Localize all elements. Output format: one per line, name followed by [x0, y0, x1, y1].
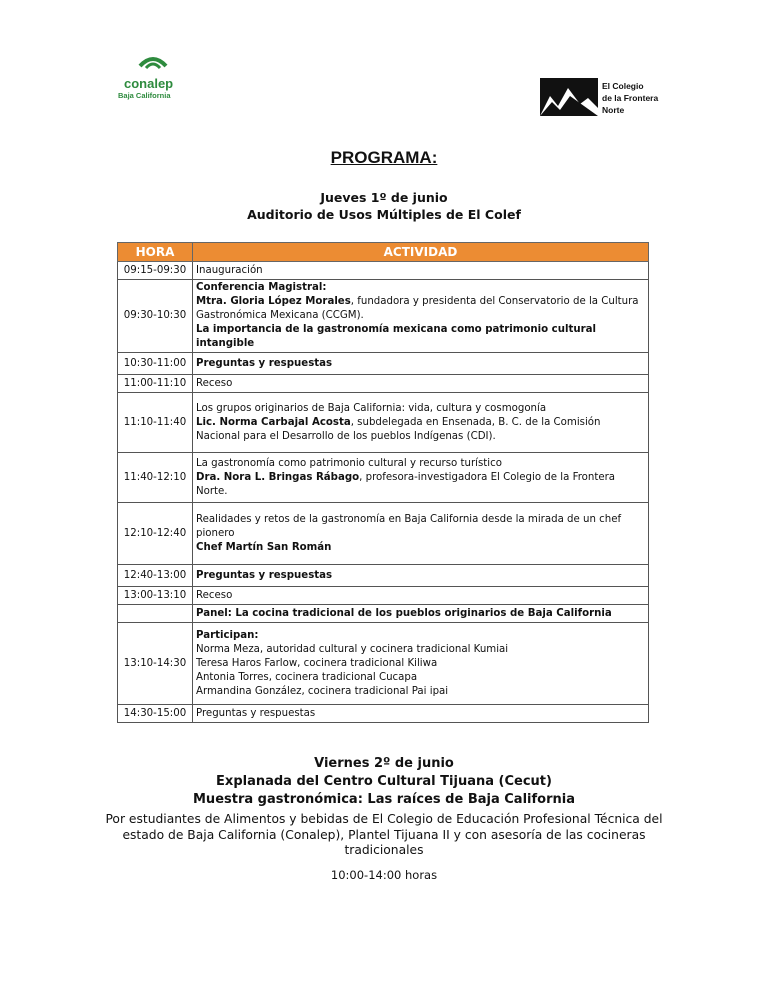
activity-line: Preguntas y respuestas [196, 707, 316, 719]
activity-line: Preguntas y respuestas [196, 357, 333, 369]
table-row [118, 262, 649, 280]
colef-mountain-icon [540, 78, 598, 116]
program-table-body [118, 262, 649, 723]
conalep-logo [118, 52, 188, 104]
row-time: 14:30-15:00 [118, 705, 193, 723]
activity-line: La importancia de la gastronomía mexicana como patrimonio cultural intangible [196, 324, 596, 349]
row-activity [193, 565, 649, 587]
colef-logo-text [602, 80, 658, 116]
activity-line: Participan: [196, 629, 259, 641]
row-activity [193, 623, 649, 705]
table-row [118, 605, 649, 623]
table-header-row [118, 243, 649, 262]
row-time [118, 605, 193, 623]
conalep-logo-name: conalep [124, 76, 174, 91]
row-activity [193, 503, 649, 565]
header-actividad: ACTIVIDAD [193, 243, 649, 262]
table-row [118, 280, 649, 353]
activity-line: Armandina González, cocinera tradicional Pai ipai [196, 685, 449, 697]
activity-line [196, 295, 645, 323]
table-row [118, 353, 649, 375]
row-activity [193, 353, 649, 375]
activity-line: Conferencia Magistral: [196, 282, 327, 293]
row-time: 13:00-13:10 [118, 587, 193, 605]
header-hora: HORA [118, 243, 193, 262]
activity-line [196, 416, 645, 444]
page-title: PROGRAMA: [330, 148, 438, 167]
table-row [118, 503, 649, 565]
row-time: 09:30-10:30 [118, 280, 193, 353]
conalep-logo-region: Baja California [118, 91, 171, 100]
day2-place: Explanada del Centro Cultural Tijuana (Cecut) [216, 774, 552, 789]
row-activity [193, 393, 649, 453]
activity-line [196, 471, 645, 499]
row-time: 11:10-11:40 [118, 393, 193, 453]
activity-line: Receso [196, 589, 233, 601]
table-row [118, 393, 649, 453]
colef-logo [540, 78, 680, 118]
speaker-name: Lic. Norma Carbajal Acosta [196, 416, 351, 428]
activity-line: Preguntas y respuestas [196, 569, 333, 581]
row-activity [193, 453, 649, 503]
row-time: 09:15-09:30 [118, 262, 193, 280]
table-row [118, 623, 649, 705]
day2-date: Viernes 2º de junio [314, 756, 454, 771]
day2-description [0, 812, 768, 859]
activity-line: Realidades y retos de la gastronomía en Baja California desde la mirada de un chef pionero [196, 513, 622, 539]
row-activity [193, 375, 649, 393]
activity-line: Teresa Haros Farlow, cocinera tradicional Kiliwa [196, 657, 438, 669]
activity-line: Antonia Torres, cocinera tradicional Cucapa [196, 671, 418, 683]
activity-line: Inauguración [196, 264, 263, 276]
activity-line: Receso [196, 377, 233, 389]
table-row [118, 587, 649, 605]
speaker-role: , profesora-investigadora El Colegio de la Frontera Norte. [196, 471, 616, 497]
table-row [118, 453, 649, 503]
colef-logo-line: Norte [602, 105, 625, 115]
row-activity [193, 280, 649, 353]
row-activity [193, 262, 649, 280]
row-time: 11:00-11:10 [118, 375, 193, 393]
day2-description-line: estado de Baja California (Conalep), Plantel Tijuana II y con asesoría de las cocineras [122, 827, 646, 842]
activity-line: Chef Martín San Román [196, 541, 332, 553]
speaker-name: Mtra. Gloria López Morales [196, 296, 351, 307]
row-time: 12:10-12:40 [118, 503, 193, 565]
day2-description-line: tradicionales [344, 843, 424, 857]
colef-logo-line: El Colegio [602, 81, 644, 91]
colef-logo-line: de la Frontera [602, 93, 659, 103]
table-row [118, 375, 649, 393]
row-activity [193, 605, 649, 623]
day2-event: Muestra gastronómica: Las raíces de Baja California [193, 792, 575, 807]
row-time: 11:40-12:10 [118, 453, 193, 503]
day2-description-line: Por estudiantes de Alimentos y bebidas de El Colegio de Educación Profesional Técnica del [105, 812, 663, 826]
row-activity [193, 587, 649, 605]
activity-line: Panel: La cocina tradicional de los pueblos originarios de Baja California [196, 607, 612, 619]
program-table [117, 242, 649, 723]
activity-line: Norma Meza, autoridad cultural y cocinera tradicional Kumiai [196, 643, 509, 655]
speaker-name: Dra. Nora L. Bringas Rábago [196, 471, 360, 483]
speaker-role: , subdelegada en Ensenada, B. C. de la Comisión Nacional para el Desarrollo de los pueblos Indígenas (CDI). [196, 416, 601, 442]
table-row [118, 705, 649, 723]
activity-line: La gastronomía como patrimonio cultural y recurso turístico [196, 457, 502, 469]
row-time: 12:40-13:00 [118, 565, 193, 587]
row-time: 10:30-11:00 [118, 353, 193, 375]
activity-line: Los grupos originarios de Baja California: vida, cultura y cosmogonía [196, 402, 547, 414]
day2-time: 10:00-14:00 horas [330, 868, 438, 882]
conalep-emblem-icon [138, 52, 168, 76]
speaker-role: , fundadora y presidenta del Conservatorio de la Cultura Gastronómica Mexicana (CCGM). [196, 296, 639, 321]
row-activity [193, 705, 649, 723]
row-time: 13:10-14:30 [118, 623, 193, 705]
day1-place: Auditorio de Usos Múltiples de El Colef [247, 207, 521, 222]
day1-date: Jueves 1º de junio [320, 190, 448, 205]
table-row [118, 565, 649, 587]
